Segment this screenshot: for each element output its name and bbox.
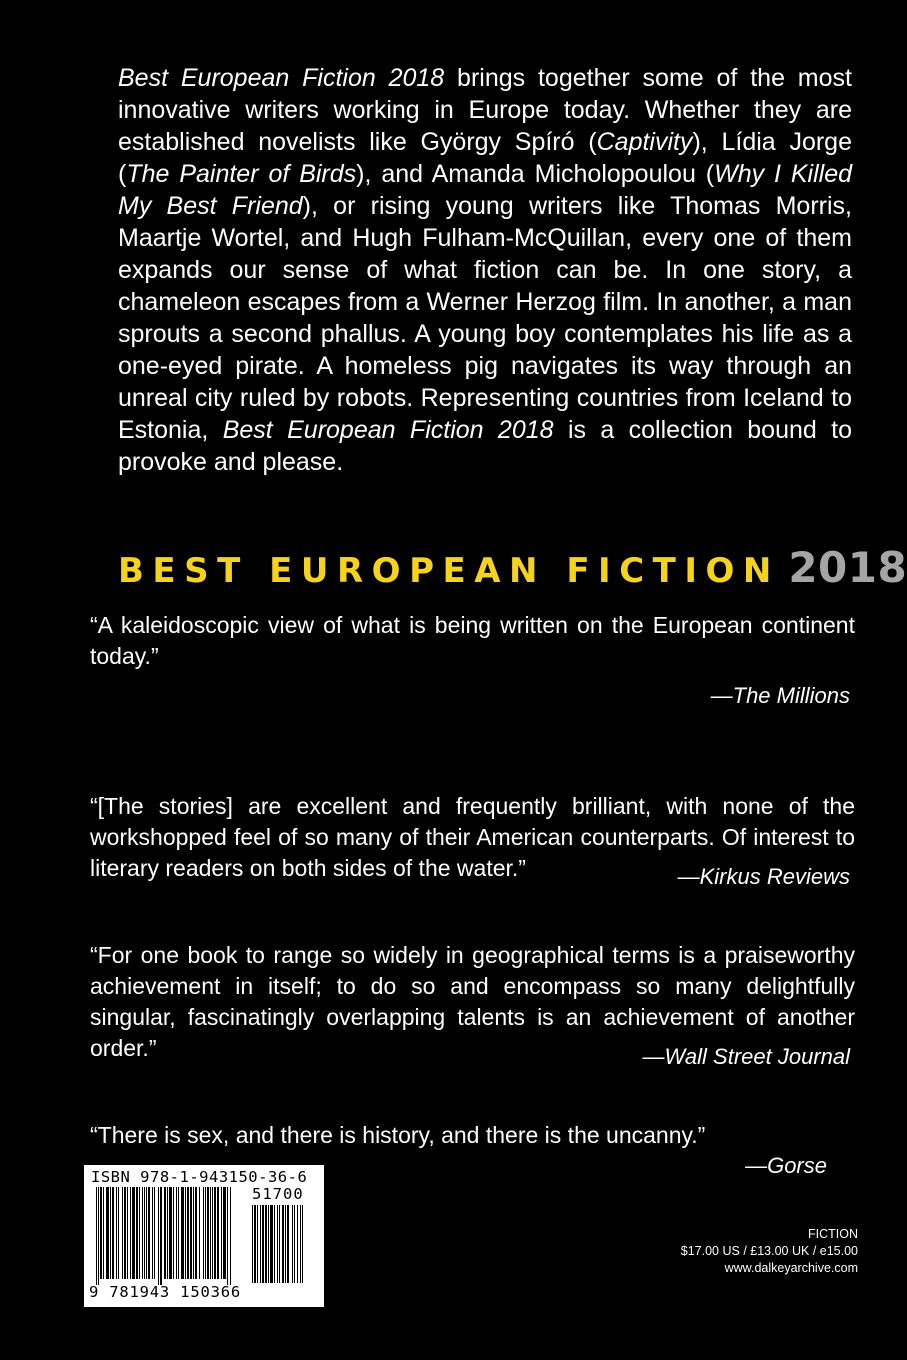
review-quote-text: “A kaleidoscopic view of what is being written on the European continent today.” <box>90 612 855 669</box>
barcode-bar <box>217 1187 219 1279</box>
barcode-bar <box>100 1187 102 1279</box>
genre-label: FICTION <box>808 1227 858 1241</box>
barcode-bar <box>112 1187 114 1279</box>
barcode-bar <box>199 1187 200 1279</box>
barcode-bar <box>160 1187 162 1285</box>
blurb-text: brings together some of the most innovative writers working in Europe today. Whether they are established novelists like György Spíró ( <box>118 64 852 156</box>
review-attribution-1: —The Millions <box>710 683 850 708</box>
barcode-bar <box>292 1205 293 1283</box>
barcode-bar <box>118 1187 119 1279</box>
barcode-bar <box>122 1187 123 1279</box>
blurb-book-title: Best European Fiction 2018 <box>118 64 445 92</box>
barcode-bar <box>287 1205 289 1283</box>
barcode-bar <box>144 1187 145 1279</box>
barcode-bar <box>187 1187 189 1279</box>
barcode-bar <box>223 1187 226 1279</box>
blurb-book-painter-of-birds: The Painter of Birds <box>126 160 357 188</box>
blurb-text: ), or rising young writers like Thomas Morris, Maartje Wortel, and Hugh Fulham-McQuillan, every one of them expands our sense of what fiction can be. In one story, a chameleon escapes from a Werner Herzog film. In another, a man sprouts a second phallus. A young boy contemplates his life as a one-eyed pirate. A homeless pig navigates its way through an unreal city ruled by robots. Representing countries from Iceland to Estonia, <box>118 192 852 444</box>
barcode-bar <box>195 1187 197 1279</box>
barcode-bar <box>265 1205 267 1283</box>
book-title-year: 2018 <box>788 543 907 592</box>
barcode-bar <box>116 1187 117 1279</box>
barcode-bar <box>146 1187 147 1279</box>
barcode-bar <box>130 1187 131 1279</box>
barcode-bar <box>205 1187 206 1279</box>
book-title-heading <box>118 543 907 593</box>
barcode-bar <box>297 1205 298 1283</box>
ean-digits: 9 781943 150366 <box>89 1283 241 1301</box>
barcode-bar <box>221 1187 222 1279</box>
review-quote-4 <box>90 1120 855 1151</box>
isbn-number: ISBN 978-1-943150-36-6 <box>91 1168 308 1186</box>
barcode-bar <box>260 1205 261 1283</box>
barcode-bar <box>268 1205 269 1283</box>
barcode-bar <box>279 1205 280 1283</box>
barcode-bar <box>96 1187 97 1285</box>
barcode-bar <box>203 1187 204 1279</box>
barcode-bar <box>178 1187 179 1279</box>
barcode-bar <box>132 1187 135 1279</box>
blurb-text: is a collection bound to provoke and please. <box>118 416 853 476</box>
barcode-bar <box>190 1187 192 1279</box>
book-title-text: BEST EUROPEAN FICTION <box>118 551 780 591</box>
barcode-bar <box>193 1187 194 1279</box>
barcode-bar <box>257 1205 258 1283</box>
barcode-bar <box>254 1205 256 1283</box>
review-attribution-4: —Gorse <box>745 1153 827 1178</box>
blurb-book-captivity: Captivity <box>596 128 693 156</box>
barcode-bar <box>127 1187 128 1279</box>
barcode-bar <box>110 1187 111 1279</box>
review-attribution-2: —Kirkus Reviews <box>677 864 850 889</box>
review-quote-text: “There is sex, and there is history, and there is the uncanny.” <box>90 1122 706 1148</box>
barcode-bar <box>277 1205 278 1283</box>
blurb-text: ), Lídia Jorge ( <box>118 128 852 188</box>
barcode-bar <box>210 1187 211 1279</box>
barcode-bar <box>152 1187 153 1279</box>
barcode-bar <box>270 1205 273 1283</box>
barcode-bar <box>98 1187 99 1285</box>
barcode-bar <box>285 1205 286 1283</box>
review-quote-1 <box>90 610 855 672</box>
publisher-website: www.dalkeyarchive.com <box>724 1261 858 1275</box>
price-list: $17.00 US / £13.00 UK / e15.00 <box>680 1244 858 1258</box>
review-quote-text: “[The stories] are excellent and frequently brilliant, with none of the workshopped feel of so many of their American counterparts. Of interest to literary readers on both sides of the water.” <box>90 793 855 881</box>
barcode-bar <box>227 1187 228 1285</box>
back-cover-blurb <box>118 62 852 478</box>
blurb-book-why-i-killed: Why I Killed My Best Friend <box>118 160 853 220</box>
barcode-bar <box>212 1187 213 1279</box>
barcode-bar <box>173 1187 174 1279</box>
barcode-bar <box>262 1205 264 1283</box>
barcode-bar <box>207 1187 209 1279</box>
review-quote-text: “For one book to range so widely in geographical terms is a praiseworthy achievement in itself; to do so and encompass so many delightfully singular, fascinatingly overlapping talents is an achievement of another order.” <box>90 942 855 1061</box>
barcode-bar <box>294 1205 295 1283</box>
barcode-bar <box>230 1187 231 1285</box>
barcode-bar <box>181 1187 184 1279</box>
barcode-bar <box>124 1187 126 1279</box>
ean-barcode-bars <box>96 1187 246 1287</box>
barcode-bar <box>103 1187 104 1279</box>
barcode-bar <box>154 1187 155 1279</box>
barcode-bar <box>214 1187 216 1279</box>
isbn-barcode <box>84 1165 324 1307</box>
price-addon-barcode-bars <box>252 1205 314 1285</box>
price-code: 51700 <box>252 1185 304 1203</box>
barcode-bar <box>185 1187 186 1279</box>
barcode-bar <box>167 1187 168 1279</box>
barcode-bar <box>169 1187 172 1279</box>
blurb-book-title: Best European Fiction 2018 <box>222 416 554 444</box>
barcode-bar <box>176 1187 177 1279</box>
barcode-bar <box>300 1205 301 1283</box>
blurb-text: ), and Amanda Micholopoulou ( <box>356 160 715 188</box>
barcode-bar <box>274 1205 275 1283</box>
barcode-bar <box>302 1205 303 1283</box>
barcode-bar <box>164 1187 166 1279</box>
barcode-bar <box>142 1187 143 1279</box>
pricing-block <box>681 1226 858 1277</box>
barcode-bar <box>252 1205 253 1283</box>
barcode-bar <box>136 1187 138 1279</box>
barcode-bar <box>139 1187 140 1279</box>
barcode-bar <box>106 1187 109 1279</box>
barcode-bar <box>148 1187 150 1279</box>
review-attribution-3: —Wall Street Journal <box>642 1044 850 1069</box>
barcode-bar <box>158 1187 159 1285</box>
barcode-bar <box>282 1205 284 1283</box>
